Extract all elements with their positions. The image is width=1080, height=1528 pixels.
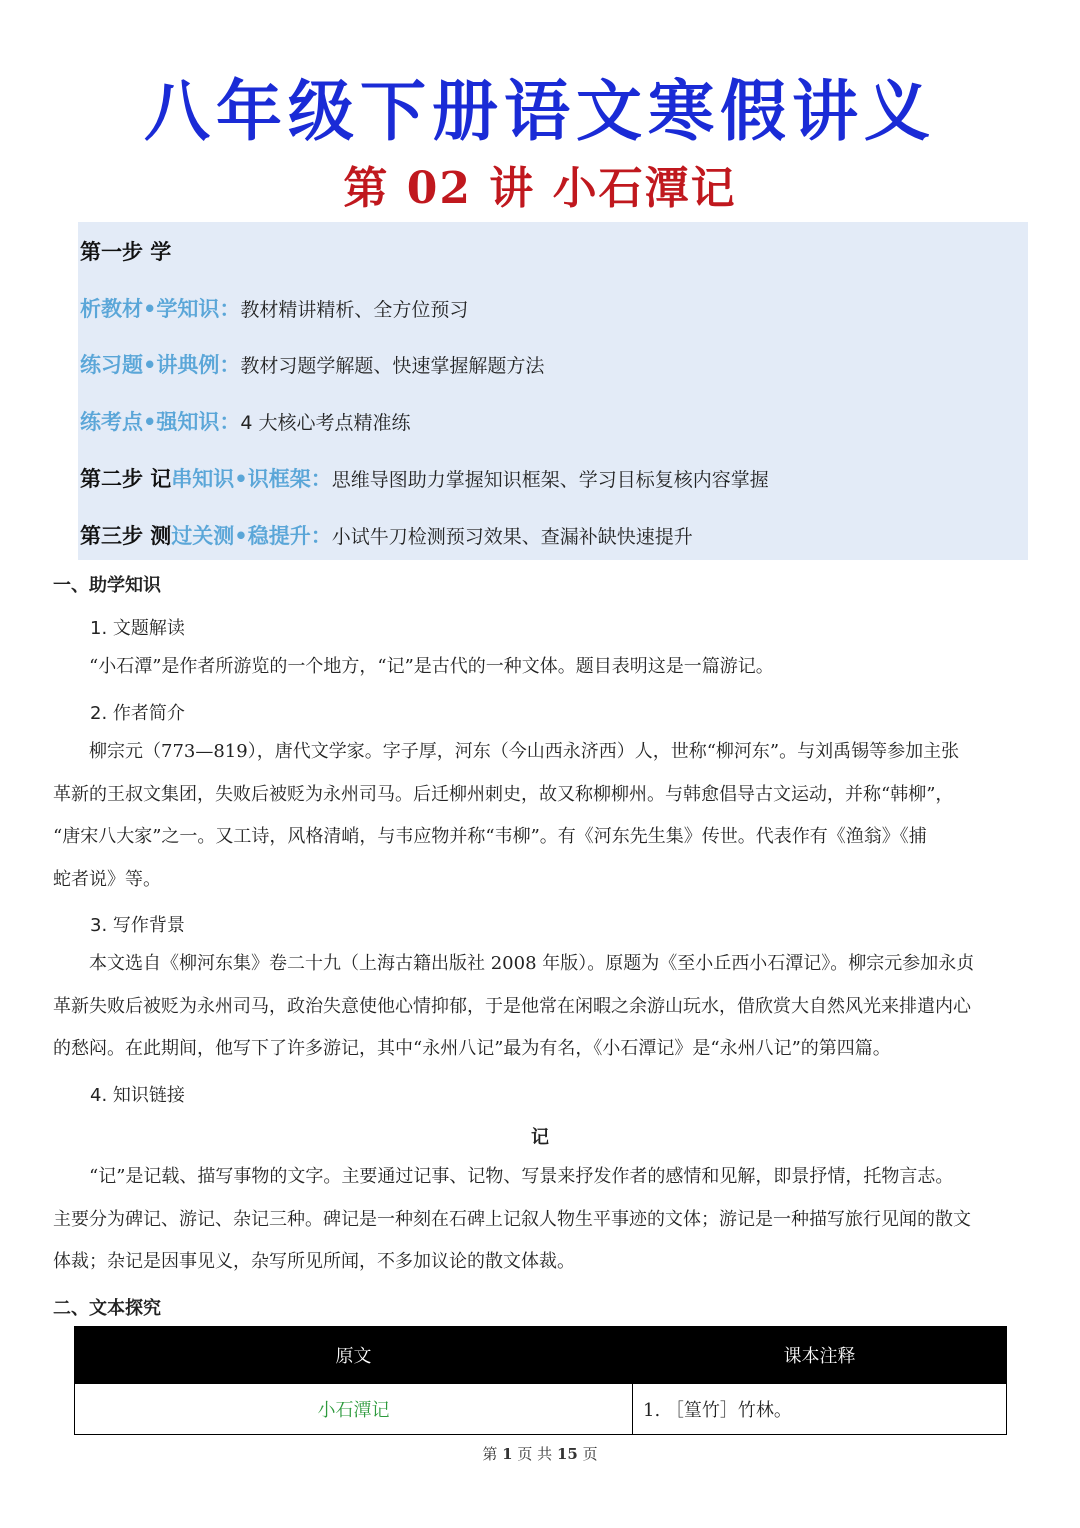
step-key: 析教材•学知识： bbox=[80, 297, 241, 321]
section2-heading: 二、文本探究 bbox=[53, 1298, 161, 1319]
paragraph-background: 本文选自《柳河东集》卷二十九（上海古籍出版社 2008 年版）。原题为《至小丘西小石潭记》。柳宗元参加永贞 革新失败后被贬为永州司马，政治失意使他心情抑郁，于是他常在闲暇之余游山玩水，借欣赏大自然风光来排遣内心 的愁闷。在此期间，他写下了许多游记，其中“永州八记”最为有名，《小石潭记》是“永州八记”的第四篇。 bbox=[53, 953, 975, 1059]
step-key: 串知识•识框架： bbox=[171, 467, 332, 491]
step-head: 第二步 记 bbox=[80, 467, 172, 491]
steps-box bbox=[78, 222, 1028, 560]
step-text: 教材精讲精析、全方位预习 bbox=[240, 299, 469, 321]
sub-heading-2: 2. 作者简介 bbox=[90, 703, 185, 724]
step-text: 4 大核心考点精准练 bbox=[240, 412, 411, 434]
sub-heading-1: 1. 文题解读 bbox=[90, 618, 185, 639]
lesson-subtitle: 第 02 讲 小石潭记 bbox=[343, 163, 737, 214]
step1-row-1 bbox=[80, 293, 468, 323]
sub-heading-4: 4. 知识链接 bbox=[90, 1085, 185, 1106]
step-text: 思维导图助力掌握知识框架、学习目标复核内容掌握 bbox=[331, 469, 769, 491]
step-key: 练习题•讲典例： bbox=[80, 353, 241, 377]
table-cell-note: 1. ［篁竹］竹林。 bbox=[633, 1384, 1007, 1435]
table-cell-original: 小石潭记 bbox=[75, 1384, 633, 1435]
table-header-original: 原文 bbox=[75, 1327, 633, 1384]
step3-row bbox=[80, 520, 693, 550]
step1-row-2 bbox=[80, 349, 544, 379]
knowledge-term: 记 bbox=[531, 1127, 549, 1148]
text-annotation-table bbox=[74, 1326, 1007, 1435]
paragraph-author: 柳宗元（773—819），唐代文学家。字子厚，河东（今山西永济西）人，世称“柳河东”。与刘禹锡等参加主张 革新的王叔文集团，失败后被贬为永州司马。后迁柳州刺史，故又称柳柳州。与韩愈倡导古文运动，并称“韩柳”， “唐宋八大家”之一。又工诗，风格清峭，与韦应物并称“韦柳”。有《河东先生集》传世。代表作有《渔翁》《捕 蛇者说》等。 bbox=[53, 741, 960, 890]
paragraph-title-explanation: “小石潭”是作者所游览的一个地方，“记”是古代的一种文体。题目表明这是一篇游记。 bbox=[89, 656, 774, 677]
step1-heading: 第一步 学 bbox=[80, 240, 172, 264]
step2-row bbox=[80, 463, 769, 493]
table-header-notes: 课本注释 bbox=[633, 1327, 1007, 1384]
step-key: 练考点•强知识： bbox=[80, 410, 241, 434]
sub-heading-3: 3. 写作背景 bbox=[90, 915, 185, 936]
paragraph-knowledge: “记”是记载、描写事物的文字。主要通过记事、记物、写景来抒发作者的感情和见解，即景抒情，托物言志。 主要分为碑记、游记、杂记三种。碑记是一种刻在石碑上记叙人物生平事迹的文体；游记是一种描写旅行见闻的散文 体裁；杂记是因事见义，杂写所见所闻，不多加议论的散文体裁。 bbox=[53, 1166, 971, 1272]
step-key: 过关测•稳提升： bbox=[171, 524, 332, 548]
section1-heading: 一、助学知识 bbox=[53, 575, 161, 596]
page-footer: 第 1 页 共 15 页 bbox=[482, 1445, 598, 1463]
step1-row-3 bbox=[80, 406, 411, 436]
page-title: 八年级下册语文寒假讲义 bbox=[144, 73, 936, 150]
page-number: 1 bbox=[502, 1445, 513, 1463]
step-text: 教材习题学解题、快速掌握解题方法 bbox=[240, 355, 545, 377]
step-text: 小试牛刀检测预习效果、查漏补缺快速提升 bbox=[331, 526, 693, 548]
step-head: 第三步 测 bbox=[80, 524, 172, 548]
table-row bbox=[75, 1384, 1007, 1435]
page-total: 15 bbox=[556, 1445, 578, 1463]
